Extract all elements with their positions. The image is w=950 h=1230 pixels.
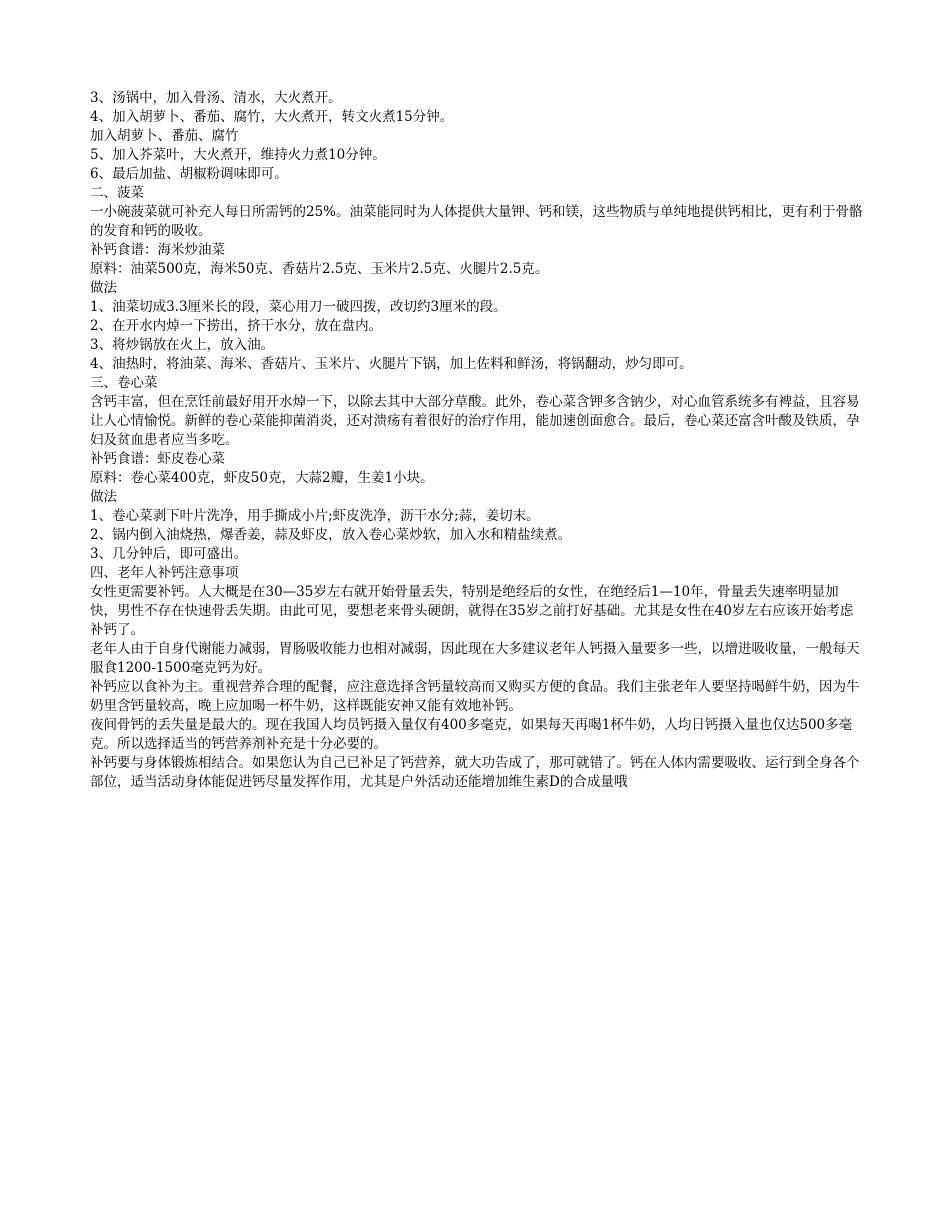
text-paragraph: 老年人由于自身代谢能力减弱，胃肠吸收能力也相对减弱，因此现在大多建议老年人钙摄入量要多一些，以增进吸收量，一般每天服食1200-1500毫克钙为好。 (90, 641, 860, 676)
text-paragraph: 补钙应以食补为主。重视营养合理的配餐，应注意选择含钙量较高而又购买方便的食品。我们主张老年人要坚持喝鲜牛奶，因为牛奶里含钙量较高，晚上应加喝一杯牛奶，这样既能安神又能有效地补钙。 (90, 679, 860, 714)
ingredients-paragraph: 原料：卷心菜400克，虾皮50克，大蒜2瓣，生姜1小块。 (90, 470, 434, 486)
recipe-title: 补钙食谱：虾皮卷心菜 (90, 451, 225, 467)
method-heading: 做法 (90, 280, 117, 296)
text-paragraph: 含钙丰富，但在烹饪前最好用开水焯一下，以除去其中大部分草酸。此外，卷心菜含钾多含钠少，对心血管系统多有裨益，且容易让人心情愉悦。新鲜的卷心菜能抑菌消炎，还对溃疡有着很好的治疗作用，能加速创面愈合。最后，卷心菜还富含叶酸及铁质，孕妇及贫血患者应当多吃。 (90, 394, 860, 448)
text-paragraph: 夜间骨钙的丢失量是最大的。现在我国人均员钙摄入量仅有400多毫克，如果每天再喝1杯牛奶，人均日钙摄入量也仅达500多毫克。所以选择适当的钙营养剂补充是十分必要的。 (90, 717, 853, 752)
method-heading: 做法 (90, 489, 117, 505)
step-paragraph: 3、汤锅中，加入骨汤、清水，大火煮开。 (90, 90, 342, 106)
text-paragraph: 补钙要与身体锻炼相结合。如果您认为自己已补足了钙营养，就大功告成了，那可就错了。钙在人体内需要吸收、运行到全身各个部位，适当活动身体能促进钙尽量发挥作用，尤其是户外活动还能增加维生素D的合成量哦 (90, 755, 860, 790)
step-paragraph: 4、油热时，将油菜、海米、香菇片、玉米片、火腿片下锅，加上佐料和鲜汤，将锅翻动，炒匀即可。 (90, 356, 693, 372)
step-paragraph: 3、将炒锅放在火上，放入油。 (90, 337, 275, 353)
recipe-title: 补钙食谱：海米炒油菜 (90, 242, 225, 258)
step-paragraph: 5、加入芥菜叶，大火煮开，维持火力煮10分钟。 (90, 147, 386, 163)
section-heading: 二、菠菜 (90, 185, 144, 201)
text-paragraph: 加入胡萝卜、番茄、腐竹 (90, 128, 239, 144)
step-paragraph: 2、在开水内焯一下捞出，挤干水分，放在盘内。 (90, 318, 383, 334)
step-paragraph: 2、锅内倒入油烧热，爆香姜，蒜及虾皮，放入卷心菜炒软，加入水和精盐续煮。 (90, 527, 572, 543)
section-heading: 四、老年人补钙注意事项 (90, 565, 239, 581)
step-paragraph: 3、几分钟后，即可盛出。 (90, 546, 248, 562)
text-paragraph: 女性更需要补钙。人大概是在30—35岁左右就开始骨量丢失，特别是绝经后的女性，在绝经后1—10年，骨量丢失速率明显加快，男性不存在快速骨丢失期。由此可见，要想老来骨头硬朗，就得在35岁之前打好基础。尤其是女性在40岁左右应该开始考虑补钙了。 (90, 584, 854, 638)
step-paragraph: 6、最后加盐、胡椒粉调味即可。 (90, 166, 288, 182)
step-paragraph: 1、卷心菜剥下叶片洗净，用手撕成小片;虾皮洗净，沥干水分;蒜，姜切末。 (90, 508, 540, 524)
step-paragraph: 4、加入胡萝卜、番茄、腐竹，大火煮开，转文火煮15分钟。 (90, 109, 454, 125)
step-paragraph: 1、油菜切成3.3厘米长的段，菜心用刀一破四拨，改切约3厘米的段。 (90, 299, 507, 315)
ingredients-paragraph: 原料：油菜500克，海米50克、香菇片2.5克、玉米片2.5克、火腿片2.5克。 (90, 261, 549, 277)
text-paragraph: 一小碗菠菜就可补充人每日所需钙的25%。油菜能同时为人体提供大量钾、钙和镁，这些物质与单纯地提供钙相比，更有利于骨骼的发育和钙的吸收。 (90, 204, 863, 239)
document-body (90, 89, 865, 792)
section-heading: 三、卷心菜 (90, 375, 158, 391)
